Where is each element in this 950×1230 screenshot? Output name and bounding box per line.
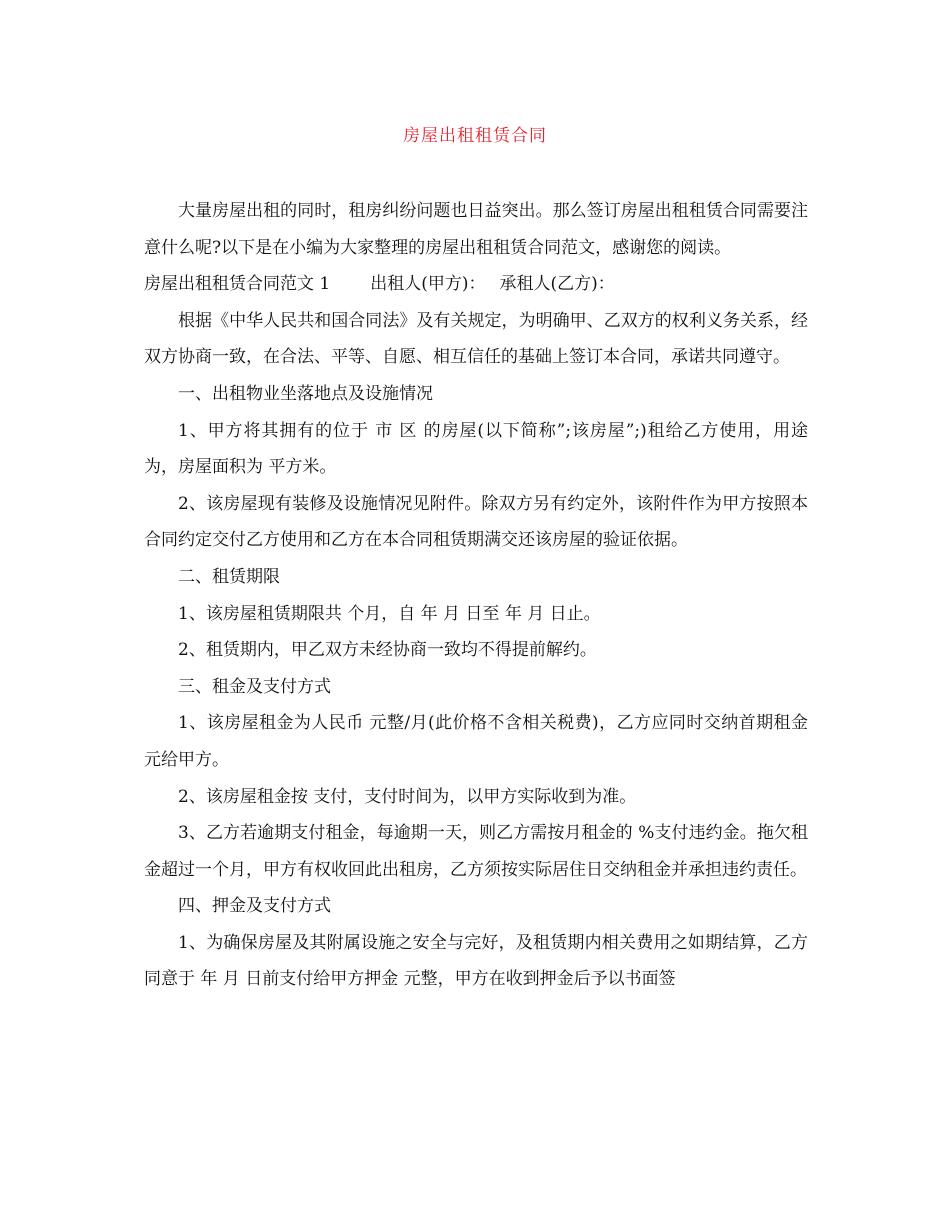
section-heading-2: 二、租赁期限 [178,566,280,587]
lessee-label: 承租人(乙方)： [499,274,615,295]
section-heading-4: 四、押金及支付方式 [178,896,331,917]
clause-1-2: 2、该房屋现有装修及设施情况见附件。除双方另有约定外，该附件作为甲方按照本合同约定交付乙方使用和乙方在本合同租赁期满交还该房屋的验证依据。 [144,493,808,551]
clause-1-1: 1、甲方将其拥有的位于 市 区 的房屋(以下简称”;该房屋”;)租给乙方使用，用途为，房屋面积为 平方米。 [144,420,808,478]
parties-line [144,266,808,303]
document-body [144,193,808,998]
sample-heading: 房屋出租租赁合同范文 1 [144,274,331,295]
clause-2-2: 2、租赁期内，甲乙双方未经协商一致均不得提前解约。 [178,640,597,661]
intro-paragraph: 大量房屋出租的同时，租房纠纷问题也日益突出。那么签订房屋出租租赁合同需要注意什么呢?以下是在小编为大家整理的房屋出租租赁合同范文，感谢您的阅读。 [144,201,808,258]
section-heading-1: 一、出租物业坐落地点及设施情况 [178,383,433,404]
section-heading-3: 三、租金及支付方式 [178,676,331,697]
lessor-label: 出租人(甲方)： [370,274,486,295]
document-title: 房屋出租租赁合同 [403,126,547,146]
clause-3-1: 1、该房屋租金为人民币 元整/月(此价格不含相关税费)，乙方应同时交纳首期租金 元给甲方。 [144,713,808,770]
clause-3-3: 3、乙方若逾期支付租金，每逾期一天，则乙方需按月租金的 %支付违约金。拖欠租金超过一个月，甲方有权收回此出租房，乙方须按实际居住日交纳租金并承担违约责任。 [144,823,808,880]
preamble-paragraph: 根据《中华人民共和国合同法》及有关规定，为明确甲、乙双方的权利义务关系，经双方协商一致，在合法、平等、自愿、相互信任的基础上签订本合同，承诺共同遵守。 [144,310,808,368]
clause-3-2: 2、该房屋租金按 支付，支付时间为，以甲方实际收到为准。 [178,786,637,807]
clause-4-1: 1、为确保房屋及其附属设施之安全与完好，及租赁期内相关费用之如期结算，乙方同意于 年 月 日前支付给甲方押金 元整，甲方在收到押金后予以书面签 [144,932,808,990]
clause-2-1: 1、该房屋租赁期限共 个月，自 年 月 日至 年 月 日止。 [178,603,601,624]
